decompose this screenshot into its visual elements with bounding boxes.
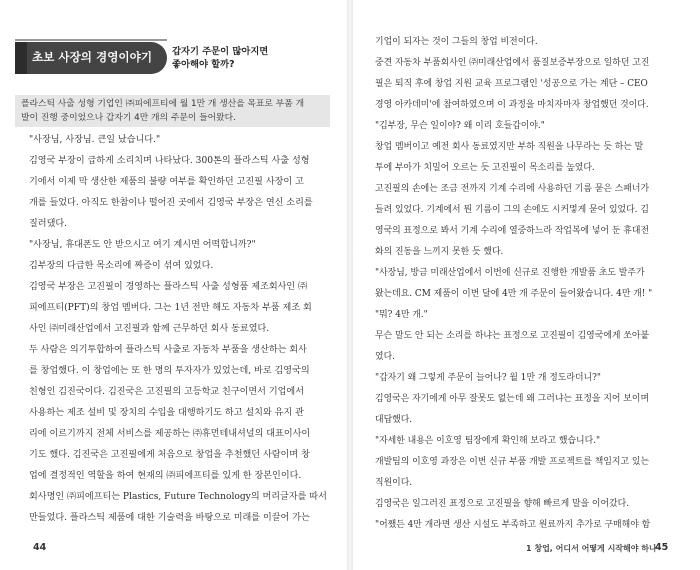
body-line: 필은 퇴직 후에 창업 지원 교육 프로그램인 '성공으로 가는 계단 – CEO (375, 79, 648, 89)
body-line: 투에 부아가 치밀어 오르는 듯 고진필이 목소리를 높였다. (375, 163, 595, 173)
body-line: 김영국 부장이 급하게 소리치며 나타났다. 300톤의 플라스틱 사출 성형 (29, 156, 310, 166)
body-line: 를 창업했다. 이 창업에는 또 한 명의 투자자가 있었는데, 바로 김영국의 (29, 366, 310, 376)
chapter-subtitle-line: 갑자기 주문이 많아지면 (172, 46, 269, 57)
body-line: 사용하는 제조 설비 및 장치의 수입을 대행하기도 하고 설치와 유지 관 (29, 408, 304, 418)
intro-text (21, 97, 326, 125)
body-line: 김영국 부장은 고진필이 경영하는 플라스틱 사출 성형품 제조회사인 ㈜ (29, 282, 308, 292)
body-line: "자세한 내용은 이호영 팀장에게 확인해 보라고 했습니다." (375, 436, 601, 446)
body-line: 김영국은 일그러진 표정으로 고진필을 향해 빠르게 말을 이어갔다. (375, 499, 630, 509)
intro-line: 플라스틱 사출 성형 기업인 ㈜피에프티에 월 1만 개 생산을 목표로 부품 개 (21, 99, 305, 109)
body-line: 였다. (375, 352, 395, 362)
body-line: 사인 ㈜미래산업에서 고진필과 함께 근무하던 회사 동료였다. (29, 324, 270, 334)
body-line: "사장님, 방금 미래산업에서 이번에 신규로 진행한 개발품 초도 발주가 (375, 268, 645, 278)
body-line: 영국의 표정으로 봐서 기계 수리에 열중하느라 작업복에 넣어 둔 휴대전 (375, 226, 650, 236)
body-line: 기에서 이제 막 생산한 제품의 불량 여부를 확인하던 고진필 사장이 고 (29, 177, 304, 187)
right-page (353, 0, 700, 570)
body-line: 화의 진동을 느끼지 못한 듯 했다. (375, 247, 504, 257)
body-line: 친형인 김진국이다. 김진국은 고진필의 고등학교 친구이면서 기업에서 (29, 387, 304, 397)
running-footer: 1 창업, 어디서 어떻게 시작해야 하나 (526, 544, 657, 553)
body-line: 김부장의 다급한 목소리에 짜증이 섞여 있었다. (29, 261, 214, 271)
chapter-subtitle (172, 45, 342, 71)
body-line: 왔는데요. CM 제품이 이번 달에 4만 개 주문이 들어왔습니다. 4만 개! " (375, 289, 653, 299)
body-line: 질러댔다. (29, 219, 68, 229)
left-body-text (29, 130, 329, 529)
body-line: 중견 자동차 부품회사인 ㈜미래산업에서 품질보증부장으로 일하던 고진 (375, 58, 650, 68)
body-line: 피에프티(PFT)의 창업 멤버다. 그는 1년 전만 해도 자동차 부품 제조 회 (29, 303, 312, 313)
body-line: 만들었다. 플라스틱 제품에 대한 기술력을 바탕으로 미래를 이끌어 가는 (29, 513, 310, 523)
body-line: "사장님, 휴대폰도 안 받으시고 여기 계시면 어떡합니까?" (29, 240, 256, 250)
body-line: 김영국은 자기에게 아무 잘못도 없는데 왜 그러냐는 표정을 지어 보이며 (375, 394, 650, 404)
page-number: 45 (655, 542, 669, 553)
body-line: "뭐? 4만 개." (375, 310, 428, 320)
chapter-subtitle-line: 좋아해야 할까? (172, 59, 235, 70)
body-line: "갑자기 왜 그렇게 주문이 늘어나? 월 1만 개 정도라더니?" (375, 373, 601, 383)
body-line: 대답했다. (375, 415, 413, 425)
body-line: 회사명인 ㈜피에프티는 Plastics, Future Technology의 머리글자를 따서 (29, 492, 327, 502)
body-line: "어쨌든 4만 개라면 생산 시설도 부족하고 원료까지 추가로 구매해야 함 (375, 520, 651, 530)
series-title: 초보 사장의 경영이야기 (31, 50, 153, 64)
body-line: 리에 이르기까지 전체 서비스를 제공하는 ㈜휴먼테내셔널의 대표이사이 (29, 429, 311, 439)
body-line: 경영 아카데미'에 참여하였으며 이 과정을 마치자마자 창업했던 것이다. (375, 100, 649, 110)
body-line: 무슨 말도 안 되는 소리를 하냐는 표정으로 고진필이 김영국에게 쏘아붙 (375, 331, 650, 341)
body-line: 개발팀의 이호영 과장은 이번 신규 부품 개발 프로젝트를 책임지고 있는 (375, 457, 650, 467)
body-line: 창업 멤버이고 예전 회사 동료였지만 부하 직원을 나무라는 듯 하는 말 (375, 142, 644, 152)
page-number: 44 (33, 542, 47, 553)
body-line: "사장님, 사장님. 큰일 났습니다." (29, 135, 161, 145)
body-line: 기업이 되자는 것이 그들의 창업 비전이다. (375, 37, 538, 47)
body-line: 들려 있었다. 기계에서 뭔 기름이 그의 손에도 시커멓게 묻어 있었다. 김 (375, 205, 649, 215)
body-line: 직원이다. (375, 478, 413, 488)
right-body-text (375, 32, 685, 536)
intro-line: 발이 진행 중이었으나 갑자기 4만 개의 주문이 들어왔다. (21, 113, 236, 123)
left-page (0, 0, 347, 570)
body-line: 고진필의 손에는 조금 전까지 기계 수리에 사용하던 기름 묻은 스패너가 (375, 184, 650, 194)
body-line: 기도 했다. 김진국은 고진필에게 처음으로 창업을 추천했던 사람이며 창 (29, 450, 310, 460)
body-line: 업에 결정적인 역할을 하여 현재의 ㈜피에프티를 있게 한 장본인이다. (29, 471, 302, 481)
body-line: "김부장, 무슨 일이야? 왜 이리 호들갑이야." (375, 121, 545, 131)
body-line: 개를 들었다. 아직도 한참이나 떨어진 곳에서 김영국 부장은 연신 소리를 (29, 198, 313, 208)
body-line: 두 사람은 의기투합하여 플라스틱 사출로 자동차 부품을 생산하는 회사 (29, 345, 307, 355)
